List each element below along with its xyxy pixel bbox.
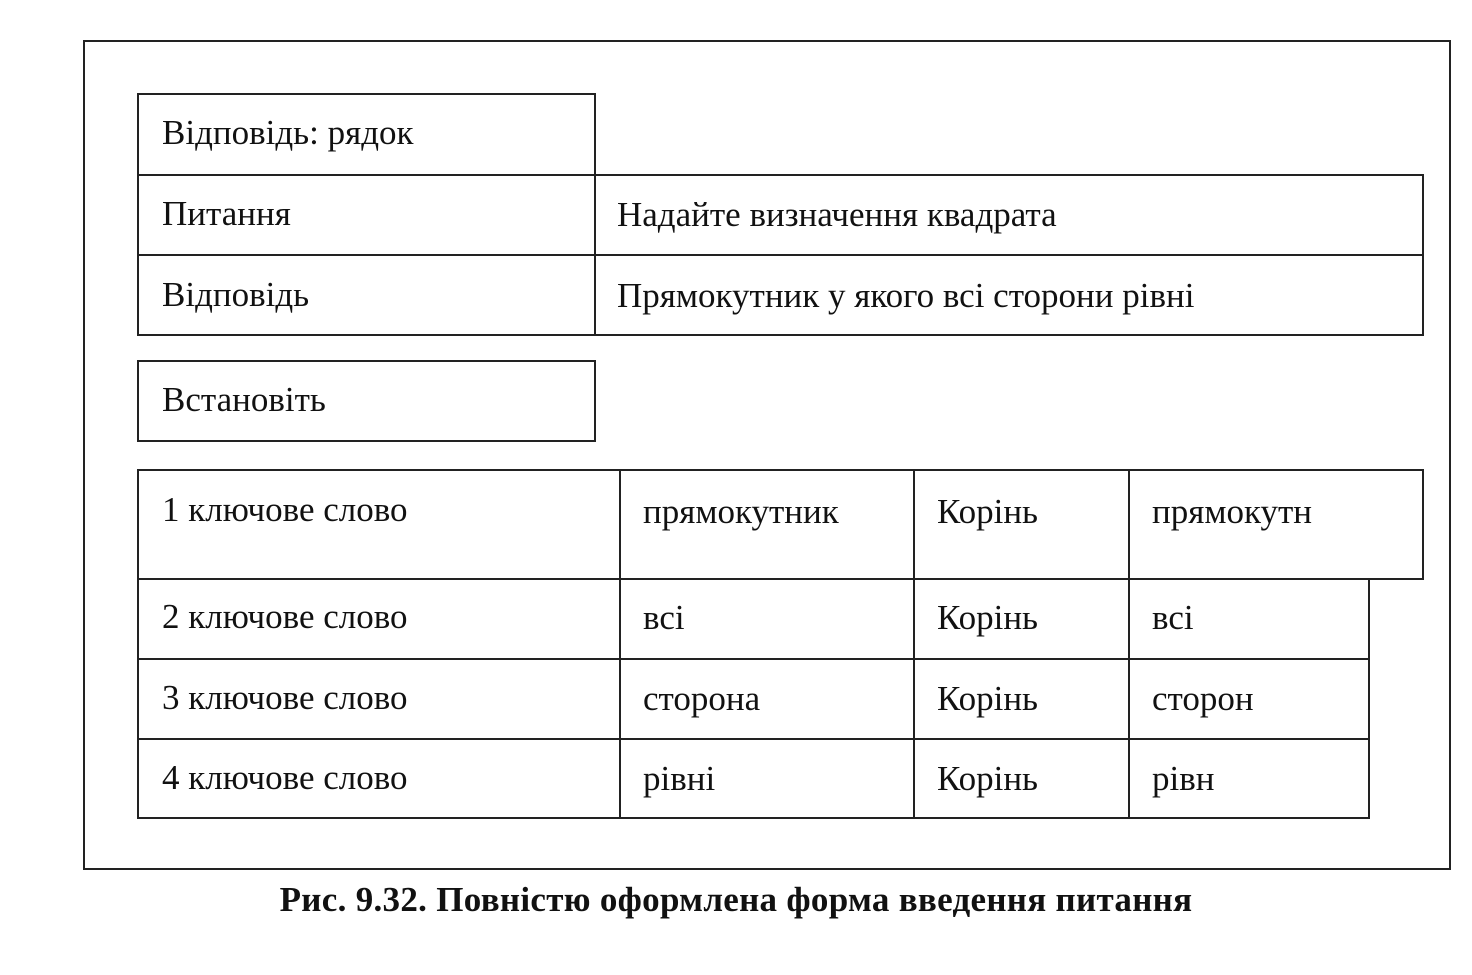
keyword-root-field[interactable]: прямокутн xyxy=(1152,492,1313,531)
question-field[interactable]: Надайте визначення квадрата xyxy=(617,195,1057,234)
keyword-label: 1 ключове слово xyxy=(162,490,408,529)
keyword-mode-select[interactable]: Корінь xyxy=(937,759,1039,798)
table-divider xyxy=(137,254,1424,256)
keyword-root-field[interactable]: сторон xyxy=(1152,679,1254,718)
keyword-mode-select[interactable]: Корінь xyxy=(937,598,1039,637)
table-divider xyxy=(594,174,596,336)
answer-field[interactable]: Прямокутник у якого всі сторони рівні xyxy=(617,276,1195,315)
question-label: Питання xyxy=(162,194,291,233)
keyword-word-field[interactable]: сторона xyxy=(643,679,761,718)
keyword-root-field[interactable]: рівн xyxy=(1152,759,1215,798)
table-divider xyxy=(137,738,1370,740)
table-divider xyxy=(913,469,915,819)
keyword-label: 4 ключове слово xyxy=(162,758,408,797)
figure-caption: Рис. 9.32. Повністю оформлена форма введення питання xyxy=(279,880,1193,919)
keyword-label: 2 ключове слово xyxy=(162,597,408,636)
table-divider xyxy=(137,658,1370,660)
keyword-root-field[interactable]: всі xyxy=(1152,598,1194,637)
answer-label: Відповідь xyxy=(162,275,310,314)
table-divider xyxy=(1128,469,1130,819)
answer-type-label: Відповідь: рядок xyxy=(162,113,414,152)
keyword-word-field[interactable]: всі xyxy=(643,598,685,637)
set-button-label: Встановіть xyxy=(162,380,326,419)
table-divider xyxy=(619,469,621,819)
keyword-mode-select[interactable]: Корінь xyxy=(937,492,1039,531)
keyword-mode-select[interactable]: Корінь xyxy=(937,679,1039,718)
keyword-word-field[interactable]: прямокутник xyxy=(643,492,839,531)
keyword-label: 3 ключове слово xyxy=(162,678,408,717)
keyword-word-field[interactable]: рівні xyxy=(643,759,716,798)
